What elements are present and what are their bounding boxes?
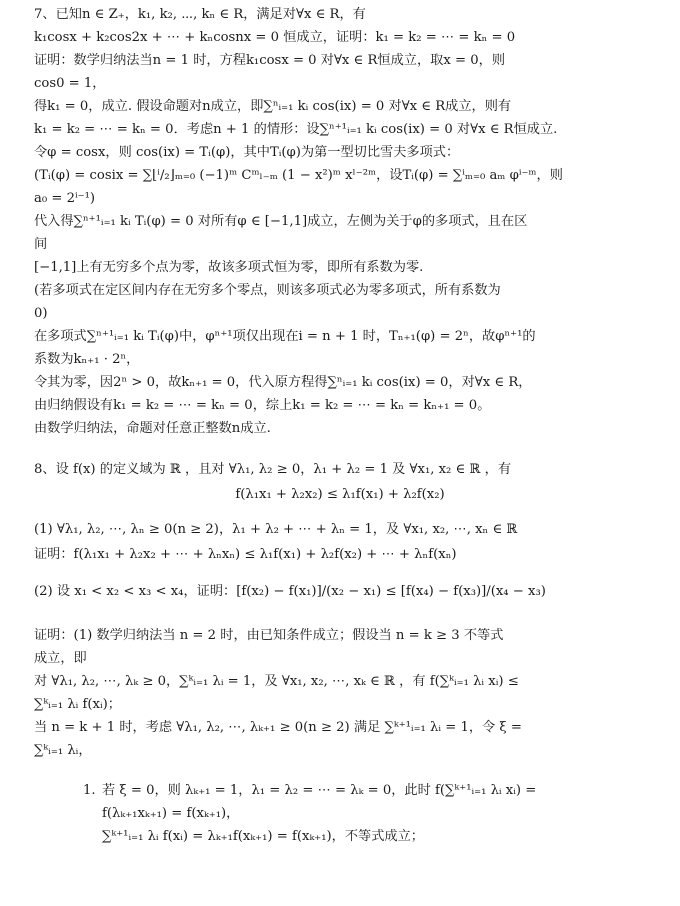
p8-part2: (2) 设 x₁ < x₂ < x₃ < x₄，证明：[f(x₂) − f(x₁)]/(x₂ − x₁) ≤ [f(x₄) − f(x₃)]/(x₄ − x₃) — [34, 584, 546, 599]
p7-line: 7、已知n ∈ Z₊，k₁, k₂, ⋯, kₙ ∈ R，满足对∀x ∈ R，有 — [34, 7, 366, 22]
p8-part1-line: (1) ∀λ₁, λ₂, ⋯, λₙ ≥ 0(n ≥ 2)，λ₁ + λ₂ + ⋯ + λₙ = 1，及 ∀x₁, x₂, ⋯, xₙ ∈ ℝ — [34, 522, 518, 537]
p7-line: cos0 = 1， — [34, 76, 106, 91]
p7-line: 令φ = cosx，则 cos(ix) = Tᵢ(φ)，其中Tᵢ(φ)为第一型切比雪夫多项式： — [34, 145, 460, 160]
p7-line: k₁cosx + k₂cos2x + ⋯ + kₙcosnx = 0 恒成立，证明：k₁ = k₂ = ⋯ = kₙ = 0 — [34, 30, 516, 45]
p8-statement: 8、设 f(x) 的定义域为 ℝ ，且对 ∀λ₁, λ₂ ≥ 0，λ₁ + λ₂ = 1 及 ∀x₁, x₂ ∈ ℝ ，有 — [34, 462, 512, 477]
p8-proof-line: 证明：(1) 数学归纳法当 n = 2 时，由已知条件成立；假设当 n = k ≥ 3 不等式 — [34, 628, 504, 643]
p8-centered-formula: f(λ₁x₁ + λ₂x₂) ≤ λ₁f(x₁) + λ₂f(x₂) — [235, 487, 445, 502]
case1-line: 若 ξ = 0，则 λₖ₊₁ = 1，λ₁ = λ₂ = ⋯ = λₖ = 0，此时 f(∑ᵏ⁺¹ᵢ₌₁ λᵢ xᵢ) = — [102, 783, 537, 798]
p7-line: k₁ = k₂ = ⋯ = kₙ = 0．考虑n + 1 的情形：设∑ⁿ⁺¹ᵢ₌₁ kᵢ cos(ix) = 0 对∀x ∈ R恒成立. — [34, 122, 558, 137]
p8-proof-line: ∑ᵏᵢ₌₁ λᵢ f(xᵢ)； — [34, 697, 121, 712]
p7-line: a₀ = 2ⁱ⁻¹) — [34, 191, 96, 206]
p8-proof-line: 当 n = k + 1 时，考虑 ∀λ₁, λ₂, ⋯, λₖ₊₁ ≥ 0(n ≥ 2) 满足 ∑ᵏ⁺¹ᵢ₌₁ λᵢ = 1，令 ξ = — [34, 720, 522, 735]
p8-part1-line: 证明：f(λ₁x₁ + λ₂x₂ + ⋯ + λₙxₙ) ≤ λ₁f(x₁) + λ₂f(x₂) + ⋯ + λₙf(xₙ) — [34, 547, 457, 562]
p7-line: 间 — [34, 237, 48, 252]
p7-line: 由数学归纳法，命题对任意正整数n成立. — [34, 421, 271, 436]
p8-proof-line: ∑ᵏᵢ₌₁ λᵢ， — [34, 743, 92, 758]
p7-line: 0) — [34, 306, 48, 321]
case1-line: f(λₖ₊₁xₖ₊₁) = f(xₖ₊₁)， — [102, 806, 240, 821]
p7-line: 得k₁ = 0，成立. 假设命题对n成立，即∑ⁿᵢ₌₁ kᵢ cos(ix) = 0 对∀x ∈ R成立，则有 — [34, 99, 512, 114]
p8-proof-line: 成立，即 — [34, 651, 87, 666]
p8-proof-line: 对 ∀λ₁, λ₂, ⋯, λₖ ≥ 0，∑ᵏᵢ₌₁ λᵢ = 1，及 ∀x₁, x₂, ⋯, xₖ ∈ ℝ ，有 f(∑ᵏᵢ₌₁ λᵢ xᵢ) ≤ — [34, 674, 519, 689]
p7-line: [−1,1]上有无穷多个点为零，故该多项式恒为零，即所有系数为零. — [34, 260, 424, 275]
p7-line: 证明：数学归纳法当n = 1 时，方程k₁cosx = 0 对∀x ∈ R恒成立，取x = 0，则 — [34, 53, 506, 68]
p7-line: 令其为零，因2ⁿ > 0，故kₙ₊₁ = 0，代入原方程得∑ⁿᵢ₌₁ kᵢ cos(ix) = 0，对∀x ∈ R， — [34, 375, 532, 390]
p7-line: 由归纳假设有k₁ = k₂ = ⋯ = kₙ = 0，综上k₁ = k₂ = ⋯ = kₙ = kₙ₊₁ = 0。 — [34, 398, 491, 413]
case1-line: ∑ᵏ⁺¹ᵢ₌₁ λᵢ f(xᵢ) = λₖ₊₁f(xₖ₊₁) = f(xₖ₊₁)，不等式成立； — [102, 829, 424, 844]
p7-line: 在多项式∑ⁿ⁺¹ᵢ₌₁ kᵢ Tᵢ(φ)中，φⁿ⁺¹项仅出现在i = n + 1 时，Tₙ₊₁(φ) = 2ⁿ，故φⁿ⁺¹的 — [34, 329, 536, 344]
p7-line: (Tᵢ(φ) = cosix = ∑⌊ⁱ/₂⌋ₘ₌₀ (−1)ᵐ Cᵐₗ₋ₘ (1 − x²)ᵐ xˡ⁻²ᵐ，设Tᵢ(φ) = ∑ⁱₘ₌₀ aₘ φⁱ⁻ᵐ，则 — [34, 168, 563, 183]
case-number: 1. — [83, 783, 96, 798]
p7-line: 系数为kₙ₊₁ · 2ⁿ， — [34, 352, 140, 367]
p7-line: (若多项式在定区间内存在无穷多个零点，则该多项式必为零多项式，所有系数为 — [34, 283, 501, 298]
p7-line: 代入得∑ⁿ⁺¹ᵢ₌₁ kᵢ Tᵢ(φ) = 0 对所有φ ∈ [−1,1]成立，左侧为关于φ的多项式，且在区 — [34, 214, 528, 229]
